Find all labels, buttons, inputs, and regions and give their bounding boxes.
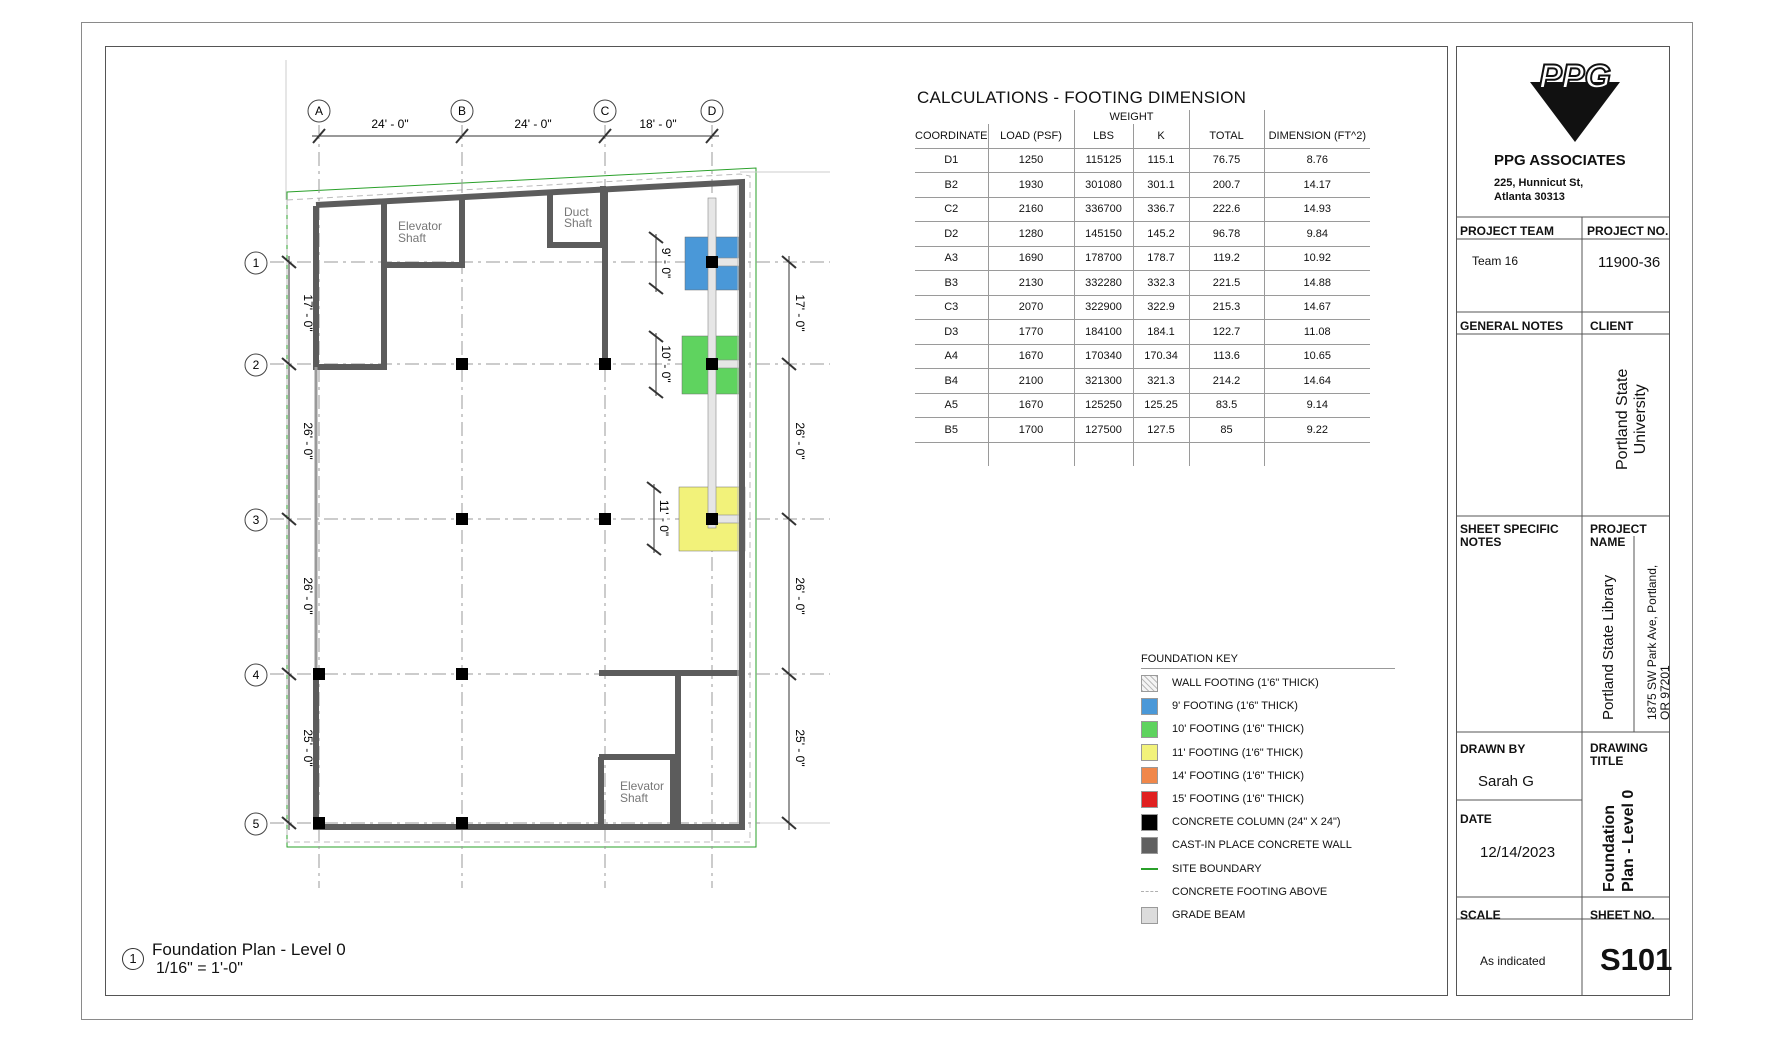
column-c3 [599, 513, 611, 525]
drawn-by-label: DRAWN BY [1460, 742, 1526, 756]
table-row: B5 1700 127500 127.5 85 9.22 [915, 418, 1370, 443]
key-label: SITE BOUNDARY [1172, 862, 1262, 875]
company-address-line2: Atlanta 30313 [1494, 191, 1565, 203]
client-value [1614, 369, 1650, 470]
client-line1: Portland State [1614, 368, 1631, 470]
table-row: D2 1280 145150 145.2 96.78 9.84 [915, 222, 1370, 247]
dim-b-c: 24' - 0" [514, 117, 552, 131]
dim-left-1-2: 17' - 0" [301, 294, 315, 332]
drawn-by-value: Sarah G [1478, 773, 1534, 790]
elevator-shaft-bottom-line1: Elevator [620, 779, 665, 793]
table-row: B4 2100 321300 321.3 214.2 14.64 [915, 369, 1370, 394]
key-item [1141, 835, 1352, 855]
key-item [1141, 882, 1327, 902]
grid-row-bubbles [245, 252, 267, 835]
column-b5 [456, 817, 468, 829]
key-label: CONCRETE COLUMN (24" X 24") [1172, 816, 1341, 829]
dim-right-3-4: 26' - 0" [793, 577, 807, 615]
key-item [1141, 789, 1304, 809]
grid-col-a: A [314, 104, 324, 118]
key-label: GRADE BEAM [1172, 909, 1246, 921]
grid-row-2: 2 [252, 358, 260, 372]
company-address-line1: 225, Hunnicut St, [1494, 177, 1584, 189]
calc-title: CALCULATIONS - FOOTING DIMENSION [917, 88, 1247, 107]
dim-footing-11: 11' - 0" [657, 499, 671, 537]
key-label: 15' FOOTING (1'6" THICK) [1172, 793, 1304, 805]
key-title: FOUNDATION KEY [1141, 653, 1238, 665]
key-item [1141, 905, 1245, 925]
key-swatch [1141, 791, 1158, 808]
key-swatch [1141, 868, 1158, 870]
grid-row-3: 3 [252, 513, 260, 527]
date-label: DATE [1460, 812, 1492, 826]
dim-c-d: 18' - 0" [639, 117, 677, 131]
column-c2 [599, 358, 611, 370]
grid-col-b: B [457, 104, 467, 118]
column-d3 [706, 513, 718, 525]
project-team-label: PROJECT TEAM [1460, 224, 1555, 238]
table-row: B2 1930 301080 301.1 200.7 14.17 [915, 173, 1370, 198]
calc-table [915, 110, 1370, 466]
ppg-logo [1526, 60, 1626, 145]
plan-label-title: Foundation Plan - Level 0 [152, 940, 346, 959]
key-swatch [1141, 767, 1158, 784]
key-label: CAST-IN PLACE CONCRETE WALL [1172, 839, 1352, 852]
drawing-title-label: DRAWING TITLE [1590, 741, 1648, 768]
dim-right-2-3: 26' - 0" [793, 422, 807, 460]
key-label: WALL FOOTING (1'6" THICK) [1172, 677, 1319, 689]
dim-footing-9: 9' - 0" [659, 247, 673, 279]
table-row: C3 2070 322900 322.9 215.3 14.67 [915, 295, 1370, 320]
table-row: B3 2130 332280 332.3 221.5 14.88 [915, 271, 1370, 296]
key-label: 10' FOOTING (1'6" THICK) [1172, 723, 1304, 736]
scale-value: As indicated [1480, 954, 1546, 968]
sheet-no-label: SHEET NO. [1590, 908, 1655, 922]
grid-col-d: D [707, 104, 717, 118]
key-label: 11' FOOTING (1'6" THICK) [1172, 746, 1304, 759]
column-b4 [456, 668, 468, 680]
drawing-title-value: Foundation Plan - Level 0 [1601, 789, 1637, 892]
key-item [1141, 766, 1304, 786]
key-item [1141, 719, 1304, 739]
key-item [1141, 673, 1319, 693]
weight-header: WEIGHT [1074, 110, 1189, 124]
grid-row-5: 5 [252, 817, 260, 831]
key-item [1141, 859, 1262, 879]
key-swatch [1141, 907, 1158, 924]
calc-header-row [915, 124, 1370, 148]
client-label: CLIENT [1590, 319, 1634, 333]
column-dimension-string [312, 129, 719, 143]
plan-label-scale: 1/16" = 1'-0" [156, 960, 243, 977]
concrete-columns [313, 256, 718, 829]
table-row: C2 2160 336700 336.7 222.6 14.93 [915, 197, 1370, 222]
elevator-shaft-top-line2: Shaft [398, 231, 427, 245]
dim-left-2-3: 26' - 0" [301, 422, 315, 460]
column-a5 [313, 817, 325, 829]
logo-text: PPG [1539, 60, 1611, 96]
scale-label: SCALE [1460, 908, 1501, 922]
col-load: LOAD (PSF) [988, 124, 1074, 148]
table-row: A5 1670 125250 125.25 83.5 9.14 [915, 393, 1370, 418]
concrete-walls [316, 182, 742, 827]
sheet-no-value: S101 [1600, 942, 1673, 977]
project-no-value: 11900-36 [1598, 254, 1661, 271]
key-label: 14' FOOTING (1'6" THICK) [1172, 769, 1304, 782]
key-swatch [1141, 891, 1158, 892]
col-dimension: DIMENSION (FT^2) [1264, 124, 1370, 148]
project-address: 1875 SW Park Ave, Portland, OR 97201 [1645, 564, 1672, 720]
dim-footing-10: 10' - 0" [659, 345, 673, 383]
key-divider [1141, 668, 1395, 669]
room-labels [398, 205, 664, 805]
column-b2 [456, 358, 468, 370]
column-b3 [456, 513, 468, 525]
dim-right-1-2: 17' - 0" [793, 294, 807, 332]
table-row: A4 1670 170340 170.34 113.6 10.65 [915, 344, 1370, 369]
col-total: TOTAL [1189, 124, 1264, 148]
row-dimension-string-left [282, 256, 296, 830]
dim-a-b: 24' - 0" [371, 117, 409, 131]
client-line2: University [1632, 384, 1649, 455]
duct-shaft-line2: Shaft [564, 216, 593, 230]
column-d1 [706, 256, 718, 268]
duct-shaft-line1: Duct [564, 205, 589, 219]
elevator-shaft-bottom-line2: Shaft [620, 791, 649, 805]
foundation-plan [0, 0, 900, 1000]
grid-col-c: C [600, 104, 610, 118]
date-value: 12/14/2023 [1480, 844, 1556, 861]
table-row: D3 1770 184100 184.1 122.7 11.08 [915, 320, 1370, 345]
col-lbs: LBS [1074, 124, 1133, 148]
column-d2 [706, 358, 718, 370]
key-swatch [1141, 837, 1158, 854]
dim-left-3-4: 26' - 0" [301, 577, 315, 615]
sheet-notes-label: SHEET SPECIFIC NOTES [1460, 522, 1559, 549]
key-swatch [1141, 721, 1158, 738]
dim-right-4-5: 25' - 0" [793, 729, 807, 767]
project-name-label: PROJECT NAME [1590, 522, 1647, 549]
company-name: PPG ASSOCIATES [1494, 152, 1626, 169]
key-item [1141, 743, 1303, 763]
table-row: A3 1690 178700 178.7 119.2 10.92 [915, 246, 1370, 271]
project-team-value: Team 16 [1472, 254, 1519, 268]
grid-row-4: 4 [252, 668, 260, 682]
grid-row-1: 1 [252, 256, 260, 270]
key-swatch [1141, 814, 1158, 831]
table-row: D1 1250 115125 115.1 76.75 8.76 [915, 148, 1370, 173]
col-k: K [1133, 124, 1189, 148]
key-swatch [1141, 744, 1158, 761]
dim-left-4-5: 25' - 0" [301, 729, 315, 767]
column-a4 [313, 668, 325, 680]
project-no-label: PROJECT NO. [1587, 224, 1669, 238]
key-swatch [1141, 675, 1158, 692]
key-label: 9' FOOTING (1'6" THICK) [1172, 700, 1298, 713]
key-swatch [1141, 698, 1158, 715]
project-name-value: Portland State Library [1600, 574, 1617, 720]
col-coordinate: COORDINATE [915, 124, 988, 148]
elevator-shaft-top-line1: Elevator [398, 219, 443, 233]
key-label: CONCRETE FOOTING ABOVE [1172, 885, 1328, 898]
key-item [1141, 812, 1341, 832]
general-notes-label: GENERAL NOTES [1460, 319, 1564, 333]
plan-label-number: 1 [122, 948, 144, 970]
key-item [1141, 696, 1298, 716]
